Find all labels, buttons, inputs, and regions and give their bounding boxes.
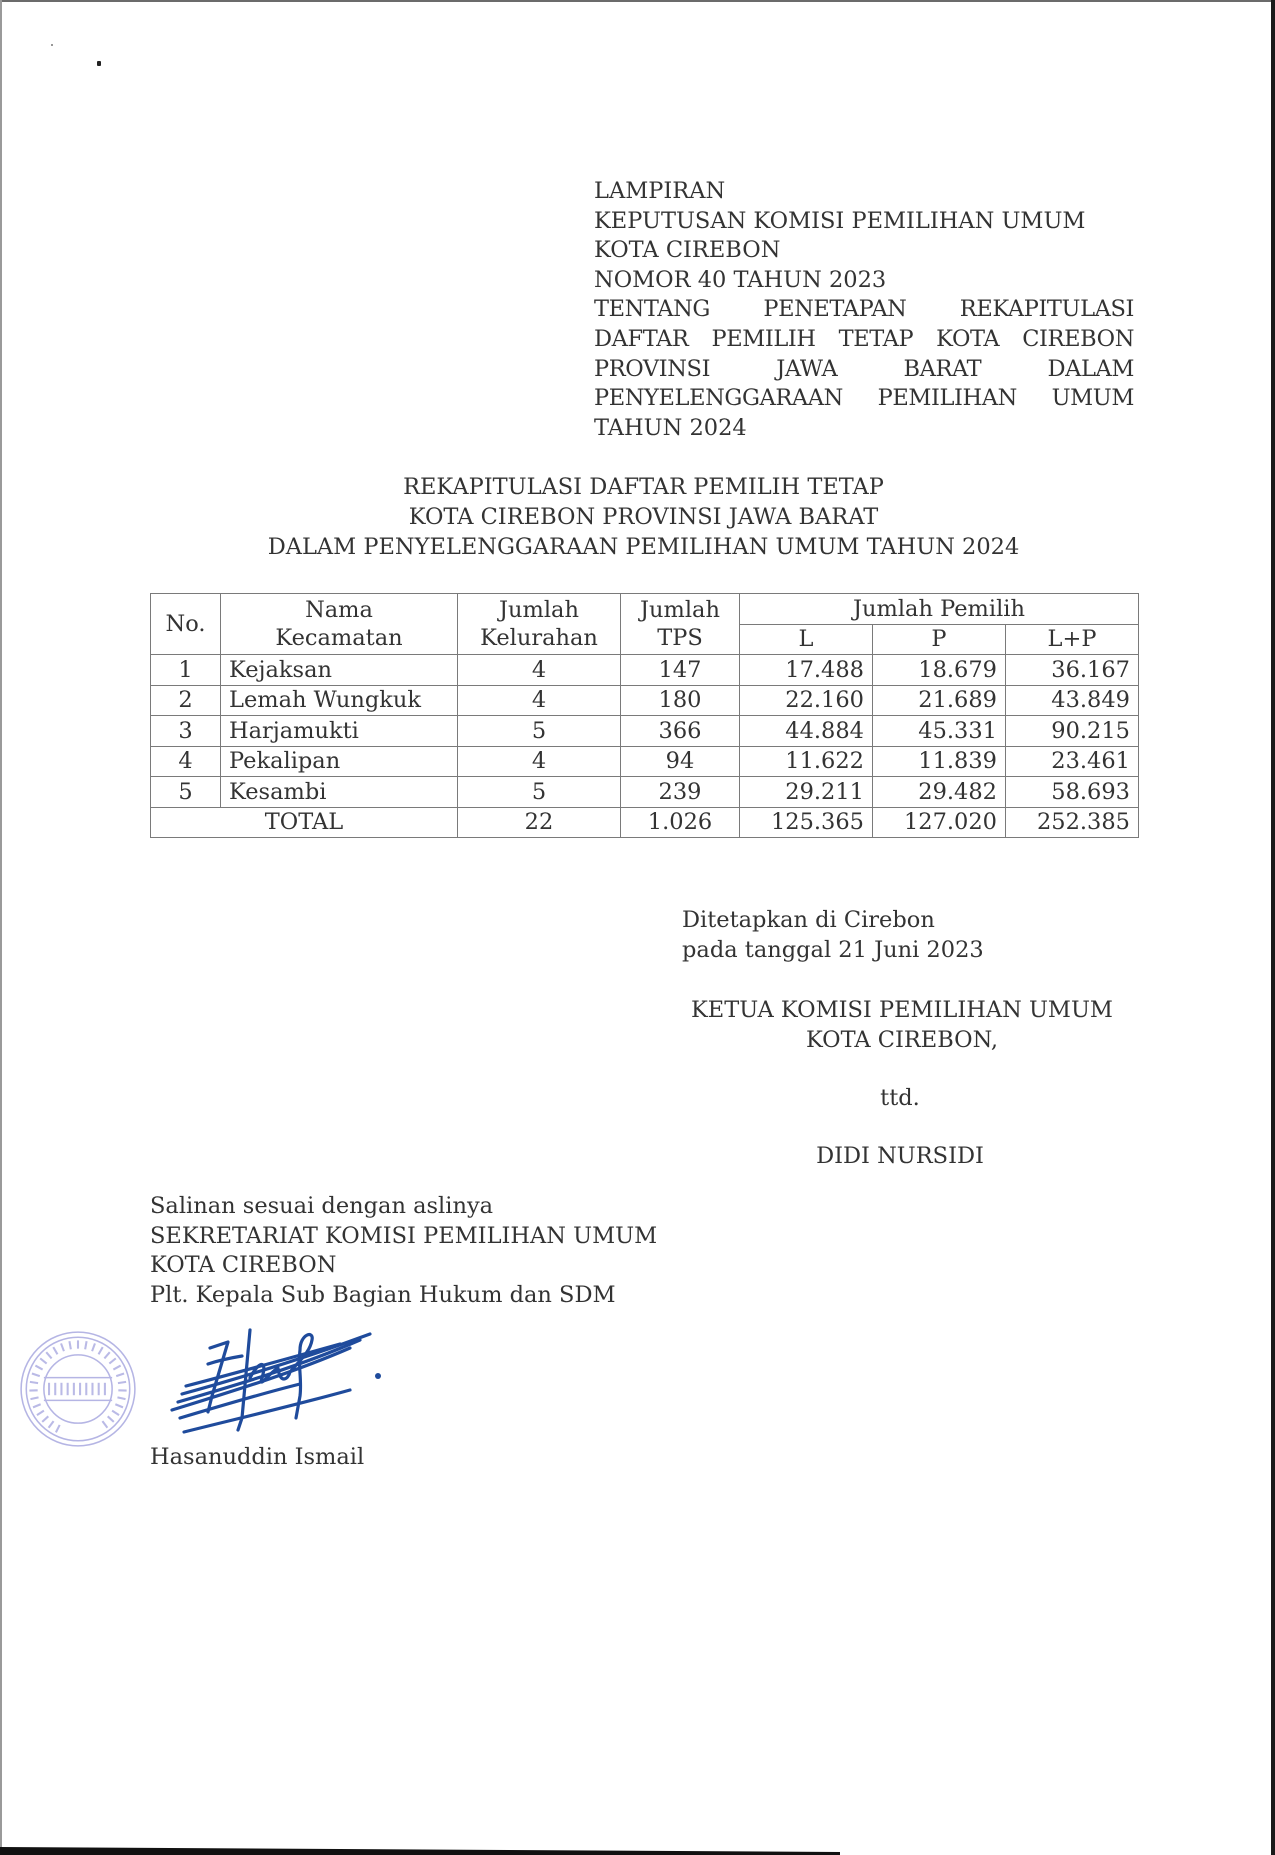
scan-edge-top [0,0,1275,2]
stamp-ring-letter-mark [42,1416,48,1422]
date-line: pada tanggal 21 Juni 2023 [682,936,984,963]
cell-l: 29.211 [740,777,873,808]
cell-total-tps: 1.026 [621,807,740,838]
cell-kelurahan: 4 [458,655,621,686]
table-row [151,716,1139,747]
table-header-row [151,594,1139,625]
cell-total-label: TOTAL [151,807,458,838]
cell-l: 11.622 [740,746,873,777]
voter-recap-table [150,593,1139,838]
stamp-ring-letter-mark [117,1397,125,1399]
cell-tps: 94 [621,746,740,777]
stamp-ring-letter-mark [53,1347,57,1354]
stamp-ring-letter-mark [109,1358,115,1363]
cell-lp: 43.849 [1006,685,1139,716]
lampiran-line: TAHUN 2024 [594,414,747,441]
title-line-2: KOTA CIREBON PROVINSI JAWA BARAT [408,504,879,530]
cell-tps: 239 [621,777,740,808]
header-p: P [873,624,1006,655]
cell-no: 3 [151,716,221,747]
cell-kelurahan: 4 [458,685,621,716]
cell-lp: 58.693 [1006,777,1139,808]
lampiran-line: DAFTAR PEMILIH TETAP KOTA CIREBON [594,325,1134,352]
cell-lp: 23.461 [1006,746,1139,777]
cell-total-p: 127.020 [873,807,1006,838]
cell-l: 17.488 [740,655,873,686]
signed-marker: ttd. [880,1085,920,1111]
header-text: Kecamatan [275,625,403,651]
stamp-ring-letter-mark [108,1416,114,1422]
salinan-line-3: KOTA CIREBON [150,1252,337,1279]
stamp-ring-letter-mark [30,1382,38,1383]
cell-kelurahan: 4 [458,746,621,777]
stamp-ring-letter-mark [92,1343,95,1351]
cell-lp: 36.167 [1006,655,1139,686]
salinan-block [150,1192,657,1310]
stamp-ring-letter-mark [112,1411,119,1415]
stamp-ring-letter-mark [49,1421,54,1428]
title-line-3: DALAM PENYELENGGARAAN PEMILIHAN UMUM TAHUN 2024 [267,534,1020,560]
stamp-ring-letter-mark [61,1343,64,1351]
header-text: Kelurahan [480,625,598,651]
lampiran-line: KOTA CIREBON [594,237,781,264]
cell-kecamatan: Kejaksan [221,655,458,686]
official-stamp [18,1330,138,1448]
stamp-ring-letter-mark [104,1352,109,1358]
salinan-line-1: Salinan sesuai dengan aslinya [150,1193,494,1219]
lampiran-line: LAMPIRAN [594,178,726,204]
header-tps [621,594,740,655]
cell-tps: 180 [621,685,740,716]
stamp-ring-letter-mark [40,1358,46,1363]
scan-edge-right [1271,0,1275,1855]
title-line-1: REKAPITULASI DAFTAR PEMILIH TETAP [403,474,884,500]
lampiran-line: TENTANG PENETAPAN REKAPITULASI [594,296,1134,323]
cell-no: 1 [151,655,221,686]
ketua-title-line-2: KOTA CIREBON, [805,1026,999,1053]
cell-total-kelurahan: 22 [458,807,621,838]
header-kelurahan [458,594,621,655]
table-total-row [151,807,1139,838]
ttd-block [682,1084,1118,1114]
cell-total-l: 125.365 [740,807,873,838]
stamp-ring-letter-mark [33,1404,41,1407]
header-lp: L+P [1006,624,1139,655]
lampiran-line: NOMOR 40 TAHUN 2023 [594,266,887,293]
cell-kelurahan: 5 [458,716,621,747]
cell-no: 2 [151,685,221,716]
scan-edge-bottom [0,1845,1275,1855]
header-l: L [740,624,873,655]
cell-p: 11.839 [873,746,1006,777]
cell-p: 45.331 [873,716,1006,747]
scan-speck [97,61,101,66]
header-text: Jumlah [640,597,720,623]
lampiran-line: PROVINSI JAWA BARAT DALAM [594,355,1134,382]
cell-kelurahan: 5 [458,777,621,808]
cell-kecamatan: Kesambi [221,777,458,808]
cell-l: 44.884 [740,716,873,747]
stamp-ring-letter-mark [37,1411,44,1415]
cell-l: 22.160 [740,685,873,716]
header-text: Nama [305,597,373,623]
ketua-name-block [682,1142,1118,1172]
table-row [151,685,1139,716]
cell-p: 29.482 [873,777,1006,808]
stamp-ring-letter-mark [118,1382,126,1383]
scan-speck [51,44,53,46]
table-row [151,746,1139,777]
header-text: TPS [657,625,703,651]
lampiran-line: KEPUTUSAN KOMISI PEMILIHAN UMUM [594,207,1086,234]
ketua-title-line-1: KETUA KOMISI PEMILIHAN UMUM [691,997,1113,1023]
cell-lp: 90.215 [1006,716,1139,747]
scan-edge-left [0,0,2,1855]
stamp-ring-letter-mark [113,1366,120,1370]
cell-p: 21.689 [873,685,1006,716]
salinan-line-2: SEKRETARIAT KOMISI PEMILIHAN UMUM [150,1222,658,1249]
header-text: Jumlah [499,597,579,623]
stamp-ring-letter-mark [56,1425,60,1432]
header-jumlah-pemilih: Jumlah Pemilih [740,594,1139,625]
cell-tps: 366 [621,716,740,747]
stamp-ring-letter-mark [69,1341,70,1349]
handwritten-signature [150,1326,410,1438]
lampiran-line: PENYELENGGARAAN PEMILIHAN UMUM [594,385,1134,412]
cell-p: 18.679 [873,655,1006,686]
stamp-ring-letter-mark [115,1404,123,1407]
cell-no: 4 [151,746,221,777]
stamp-ring-letter-mark [30,1397,38,1399]
stamp-ring-letter-mark [102,1421,107,1428]
ketua-title-block [662,996,1142,1055]
stamp-ring-letter-mark [99,1347,103,1354]
stamp-ring-letter-mark [32,1373,40,1376]
stamp-ring-letter-mark [85,1341,86,1349]
stamp-ring-letter-mark [35,1366,42,1370]
cell-kecamatan: Lemah Wungkuk [221,685,458,716]
cell-kecamatan: Pekalipan [221,746,458,777]
table-row [151,655,1139,686]
salinan-name-block [150,1443,364,1473]
cell-tps: 147 [621,655,740,686]
ketua-name: DIDI NURSIDI [816,1143,984,1169]
cell-no: 5 [151,777,221,808]
header-kecamatan [221,594,458,655]
stamp-ring-letter-mark [46,1352,51,1358]
ketua-block [682,906,984,965]
salinan-name: Hasanuddin Ismail [150,1444,365,1470]
lampiran-block [594,177,1134,443]
stamp-ring-letter-mark [116,1373,124,1376]
salinan-line-4: Plt. Kepala Sub Bagian Hukum dan SDM [150,1281,616,1308]
document-title [130,472,1157,562]
table-row [151,777,1139,808]
header-no: No. [151,594,221,655]
place-line: Ditetapkan di Cirebon [682,907,935,933]
cell-total-lp: 252.385 [1006,807,1139,838]
cell-kecamatan: Harjamukti [221,716,458,747]
